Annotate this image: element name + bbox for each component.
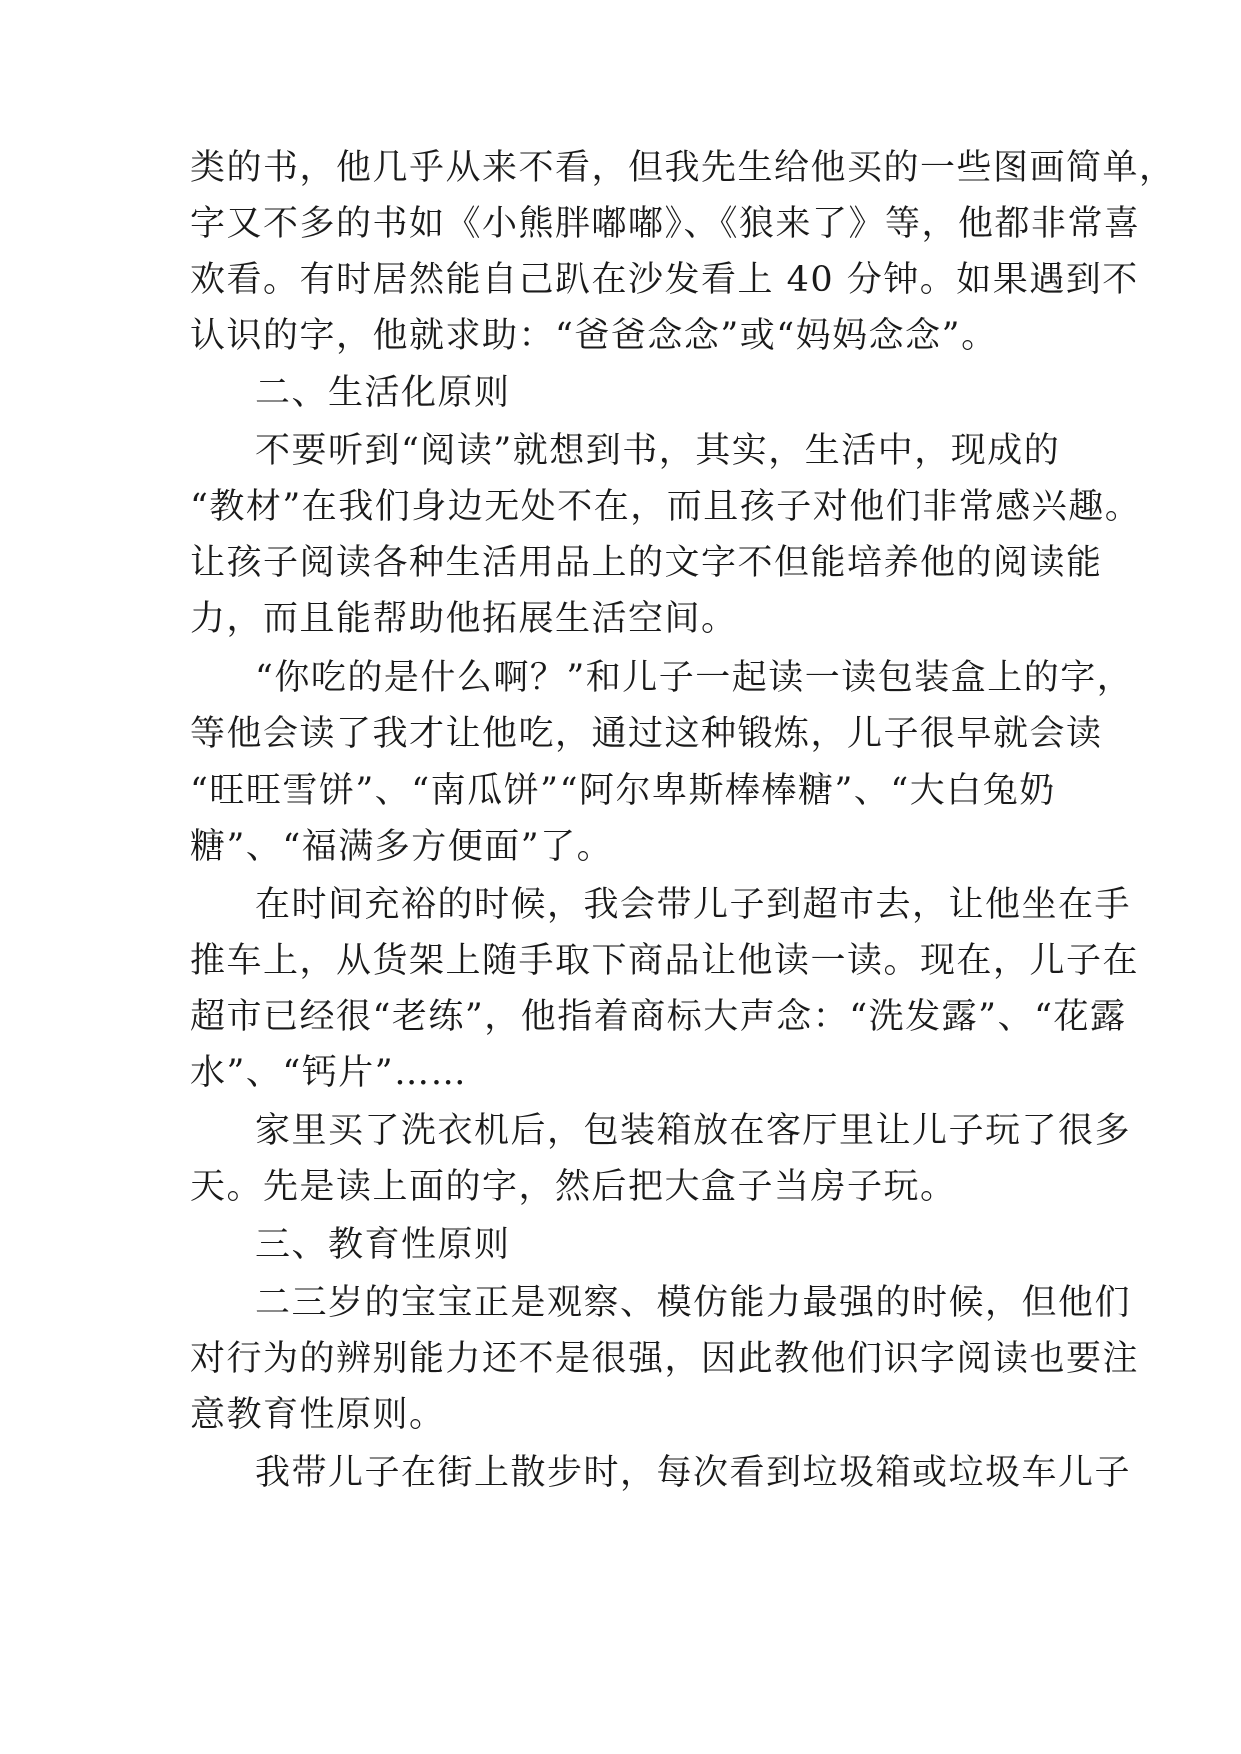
text-line: 力，而且能帮助他拓展生活空间。 [190,599,738,639]
text-line: 二三岁的宝宝正是观察、模仿能力最强的时候，但他们 [255,1283,1132,1323]
text-line: 认识的字，他就求助：“爸爸念念”或“妈妈念念”。 [190,316,998,356]
text-line: 天。先是读上面的字，然后把大盒子当房子玩。 [190,1167,957,1207]
text-line: 推车上，从货架上随手取下商品让他读一读。现在，儿子在 [190,941,1140,981]
text-line: 让孩子阅读各种生活用品上的文字不但能培养他的阅读能 [190,543,1103,583]
text-line: 家里买了洗衣机后，包装箱放在客厅里让儿子玩了很多 [255,1111,1132,1151]
text-line: 对行为的辨别能力还不是很强，因此教他们识字阅读也要注 [190,1339,1140,1379]
text-line: 我带儿子在街上散步时，每次看到垃圾箱或垃圾车儿子 [255,1453,1132,1493]
text-line: “教材”在我们身边无处不在，而且孩子对他们非常感兴趣。 [190,487,1142,527]
text-line: 不要听到“阅读”就想到书，其实，生活中，现成的 [255,431,1061,471]
text-line: “你吃的是什么啊？”和儿子一起读一读包装盒上的字， [255,658,1134,698]
text-line: 糖”、“福满多方便面”了。 [190,827,614,867]
text-line: 水”、“钙片”…… [190,1053,468,1093]
text-line: 欢看。有时居然能自己趴在沙发看上 40 分钟。如果遇到不 [190,260,1139,300]
text-line: “旺旺雪饼”、“南瓜饼”“阿尔卑斯棒棒糖”、“大白兔奶 [190,771,1056,811]
section-heading: 三、教育性原则 [255,1225,511,1265]
text-line: 字又不多的书如《小熊胖嘟嘟》、《狼来了》等，他都非常喜 [190,204,1141,244]
section-heading: 二、生活化原则 [255,373,511,413]
text-line: 在时间充裕的时候，我会带儿子到超市去，让他坐在手 [255,885,1132,925]
text-line: 等他会读了我才让他吃，通过这种锻炼，儿子很早就会读 [190,714,1103,754]
text-line: 超市已经很“老练”，他指着商标大声念：“洗发露”、“花露 [190,997,1127,1037]
text-line: 意教育性原则。 [190,1395,446,1435]
text-line: 类的书，他几乎从来不看，但我先生给他买的一些图画简单， [190,148,1176,188]
